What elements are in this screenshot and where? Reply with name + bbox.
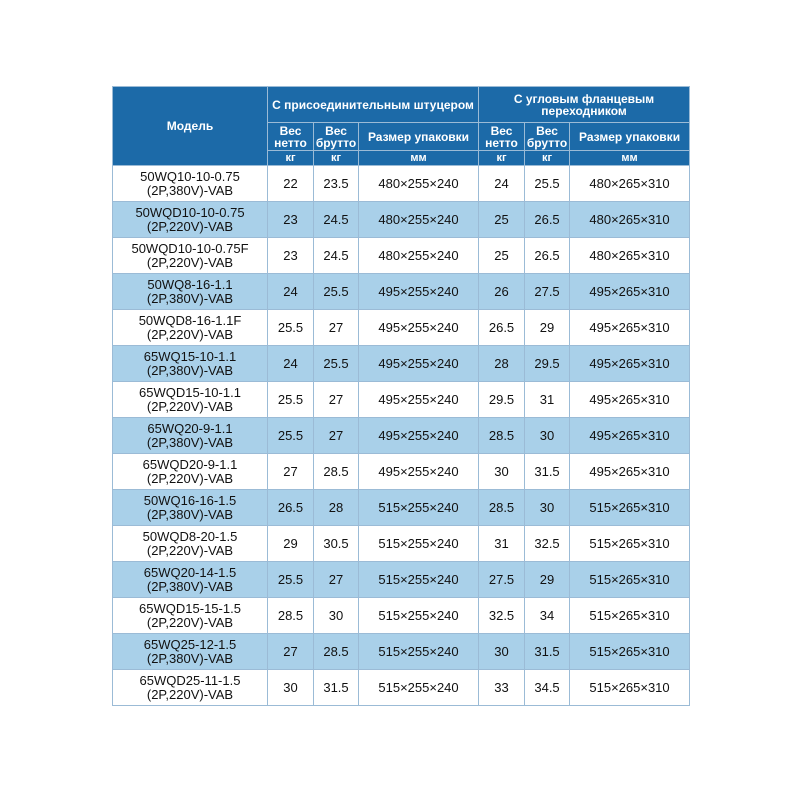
- net-weight-flange-cell: 32.5: [479, 598, 525, 634]
- unit-kg-header: кг: [268, 151, 314, 166]
- model-spec: (2P,220V)-VAB: [146, 326, 234, 342]
- net-weight-flange-cell: 26.5: [479, 310, 525, 346]
- gross-weight-fitting-cell: 28.5: [314, 634, 359, 670]
- net-weight-flange-cell: 33: [479, 670, 525, 706]
- pack-size-fitting-cell: 495×255×240: [359, 382, 479, 418]
- model-name: 65WQD15-15-1.5: [139, 600, 241, 616]
- model-spec: (2P,220V)-VAB: [146, 686, 234, 702]
- model-spec: (2P,380V)-VAB: [146, 182, 234, 198]
- gross-weight-flange-cell: 31.5: [525, 634, 570, 670]
- table-row: [113, 346, 690, 382]
- gross-weight-flange-cell: 30: [525, 490, 570, 526]
- model-name: 65WQD20-9-1.1: [142, 456, 238, 472]
- gross-weight-header: Вес брутто: [314, 123, 359, 151]
- table-row: [113, 598, 690, 634]
- gross-weight-flange-cell: 31: [525, 382, 570, 418]
- unit-kg-header: кг: [525, 151, 570, 166]
- model-cell: [113, 454, 268, 490]
- model-cell: [113, 562, 268, 598]
- model-name: 50WQD8-20-1.5: [142, 528, 238, 544]
- pack-size-flange-cell: 495×265×310: [570, 382, 690, 418]
- pack-size-header: Размер упаковки: [570, 123, 690, 151]
- model-spec: (2P,220V)-VAB: [146, 614, 234, 630]
- pack-size-flange-cell: 515×265×310: [570, 490, 690, 526]
- table-body: [113, 166, 690, 706]
- net-weight-fitting-cell: 27: [268, 454, 314, 490]
- net-weight-fitting-cell: 24: [268, 274, 314, 310]
- gross-weight-fitting-cell: 24.5: [314, 202, 359, 238]
- gross-weight-fitting-cell: 24.5: [314, 238, 359, 274]
- table-row: [113, 490, 690, 526]
- net-weight-fitting-cell: 29: [268, 526, 314, 562]
- model-spec: (2P,380V)-VAB: [146, 290, 234, 306]
- model-name: 65WQD25-11-1.5: [139, 672, 241, 688]
- table-row: [113, 310, 690, 346]
- gross-weight-flange-cell: 29: [525, 310, 570, 346]
- pack-size-fitting-cell: 515×255×240: [359, 490, 479, 526]
- net-weight-fitting-cell: 25.5: [268, 310, 314, 346]
- unit-kg-header: кг: [479, 151, 525, 166]
- model-spec: (2P,380V)-VAB: [146, 506, 234, 522]
- model-spec: (2P,380V)-VAB: [146, 578, 234, 594]
- pack-size-flange-cell: 480×265×310: [570, 202, 690, 238]
- gross-weight-fitting-cell: 25.5: [314, 346, 359, 382]
- table-row: [113, 562, 690, 598]
- model-cell: [113, 490, 268, 526]
- group-fitting-header: С присоединительным штуцером: [268, 87, 479, 123]
- net-weight-fitting-cell: 23: [268, 202, 314, 238]
- model-cell: [113, 346, 268, 382]
- gross-weight-flange-cell: 26.5: [525, 238, 570, 274]
- model-cell: [113, 382, 268, 418]
- net-weight-fitting-cell: 23: [268, 238, 314, 274]
- pack-size-flange-cell: 480×265×310: [570, 166, 690, 202]
- pack-size-flange-cell: 495×265×310: [570, 310, 690, 346]
- gross-weight-flange-cell: 30: [525, 418, 570, 454]
- pack-size-fitting-cell: 495×255×240: [359, 310, 479, 346]
- model-spec: (2P,220V)-VAB: [146, 470, 234, 486]
- pack-size-fitting-cell: 495×255×240: [359, 454, 479, 490]
- model-name: 65WQ20-9-1.1: [147, 420, 233, 436]
- pack-size-flange-cell: 515×265×310: [570, 670, 690, 706]
- group-flange-header: С угловым фланцевым переходником: [479, 87, 690, 123]
- model-cell: [113, 202, 268, 238]
- table-row: [113, 670, 690, 706]
- model-spec: (2P,220V)-VAB: [146, 542, 234, 558]
- pack-size-flange-cell: 515×265×310: [570, 634, 690, 670]
- net-weight-flange-cell: 28.5: [479, 490, 525, 526]
- gross-weight-fitting-cell: 28.5: [314, 454, 359, 490]
- model-name: 50WQ8-16-1.1: [147, 276, 233, 292]
- gross-weight-fitting-cell: 27: [314, 418, 359, 454]
- net-weight-flange-cell: 30: [479, 634, 525, 670]
- model-cell: [113, 598, 268, 634]
- gross-weight-fitting-cell: 23.5: [314, 166, 359, 202]
- net-weight-flange-cell: 29.5: [479, 382, 525, 418]
- pack-size-fitting-cell: 515×255×240: [359, 670, 479, 706]
- net-weight-flange-cell: 28.5: [479, 418, 525, 454]
- gross-weight-flange-cell: 29: [525, 562, 570, 598]
- model-name: 50WQD8-16-1.1F: [138, 312, 242, 328]
- net-weight-header: Вес нетто: [268, 123, 314, 151]
- spec-table: [112, 86, 690, 706]
- table-header: [113, 87, 690, 166]
- model-spec: (2P,380V)-VAB: [146, 650, 234, 666]
- model-cell: [113, 634, 268, 670]
- gross-weight-flange-cell: 26.5: [525, 202, 570, 238]
- table-row: [113, 634, 690, 670]
- model-name: 50WQD10-10-0.75F: [131, 240, 249, 256]
- model-cell: [113, 670, 268, 706]
- table-row: [113, 454, 690, 490]
- net-weight-flange-cell: 31: [479, 526, 525, 562]
- net-weight-fitting-cell: 26.5: [268, 490, 314, 526]
- gross-weight-flange-cell: 34: [525, 598, 570, 634]
- net-weight-fitting-cell: 24: [268, 346, 314, 382]
- model-name: 50WQ16-16-1.5: [143, 492, 237, 508]
- model-spec: (2P,380V)-VAB: [146, 434, 234, 450]
- gross-weight-header: Вес брутто: [525, 123, 570, 151]
- gross-weight-fitting-cell: 27: [314, 382, 359, 418]
- gross-weight-fitting-cell: 27: [314, 562, 359, 598]
- pack-size-fitting-cell: 480×255×240: [359, 166, 479, 202]
- net-weight-fitting-cell: 27: [268, 634, 314, 670]
- pack-size-flange-cell: 495×265×310: [570, 454, 690, 490]
- gross-weight-fitting-cell: 25.5: [314, 274, 359, 310]
- model-cell: [113, 310, 268, 346]
- gross-weight-fitting-cell: 31.5: [314, 670, 359, 706]
- gross-weight-flange-cell: 29.5: [525, 346, 570, 382]
- net-weight-fitting-cell: 30: [268, 670, 314, 706]
- pack-size-fitting-cell: 495×255×240: [359, 274, 479, 310]
- gross-weight-flange-cell: 32.5: [525, 526, 570, 562]
- model-cell: [113, 166, 268, 202]
- table-row: [113, 202, 690, 238]
- table-row: [113, 274, 690, 310]
- model-name: 65WQ15-10-1.1: [143, 348, 237, 364]
- model-cell: [113, 418, 268, 454]
- unit-mm-header: мм: [570, 151, 690, 166]
- net-weight-header: Вес нетто: [479, 123, 525, 151]
- gross-weight-fitting-cell: 27: [314, 310, 359, 346]
- net-weight-fitting-cell: 25.5: [268, 562, 314, 598]
- pack-size-flange-cell: 515×265×310: [570, 526, 690, 562]
- pack-size-fitting-cell: 515×255×240: [359, 634, 479, 670]
- net-weight-flange-cell: 25: [479, 202, 525, 238]
- net-weight-fitting-cell: 28.5: [268, 598, 314, 634]
- gross-weight-fitting-cell: 30: [314, 598, 359, 634]
- gross-weight-fitting-cell: 28: [314, 490, 359, 526]
- model-name: 50WQD10-10-0.75: [135, 204, 245, 220]
- pack-size-flange-cell: 495×265×310: [570, 274, 690, 310]
- net-weight-flange-cell: 28: [479, 346, 525, 382]
- pack-size-flange-cell: 495×265×310: [570, 418, 690, 454]
- gross-weight-flange-cell: 25.5: [525, 166, 570, 202]
- model-spec: (2P,220V)-VAB: [146, 254, 234, 270]
- pack-size-fitting-cell: 515×255×240: [359, 598, 479, 634]
- model-cell: [113, 238, 268, 274]
- net-weight-flange-cell: 27.5: [479, 562, 525, 598]
- pack-size-flange-cell: 480×265×310: [570, 238, 690, 274]
- unit-mm-header: мм: [359, 151, 479, 166]
- table-row: [113, 238, 690, 274]
- pack-size-fitting-cell: 480×255×240: [359, 238, 479, 274]
- pack-size-flange-cell: 495×265×310: [570, 346, 690, 382]
- gross-weight-flange-cell: 27.5: [525, 274, 570, 310]
- model-cell: [113, 274, 268, 310]
- net-weight-flange-cell: 24: [479, 166, 525, 202]
- pack-size-header: Размер упаковки: [359, 123, 479, 151]
- pack-size-fitting-cell: 515×255×240: [359, 526, 479, 562]
- net-weight-fitting-cell: 25.5: [268, 418, 314, 454]
- model-spec: (2P,220V)-VAB: [146, 218, 234, 234]
- model-name: 50WQ10-10-0.75: [140, 168, 240, 184]
- table-row: [113, 526, 690, 562]
- pack-size-fitting-cell: 495×255×240: [359, 346, 479, 382]
- pack-size-flange-cell: 515×265×310: [570, 598, 690, 634]
- model-spec: (2P,220V)-VAB: [146, 398, 234, 414]
- model-cell: [113, 526, 268, 562]
- table-row: [113, 166, 690, 202]
- table-row: [113, 418, 690, 454]
- pack-size-flange-cell: 515×265×310: [570, 562, 690, 598]
- net-weight-flange-cell: 25: [479, 238, 525, 274]
- net-weight-fitting-cell: 22: [268, 166, 314, 202]
- model-spec: (2P,380V)-VAB: [146, 362, 234, 378]
- model-name: 65WQ20-14-1.5: [143, 564, 237, 580]
- gross-weight-fitting-cell: 30.5: [314, 526, 359, 562]
- pack-size-fitting-cell: 480×255×240: [359, 202, 479, 238]
- gross-weight-flange-cell: 31.5: [525, 454, 570, 490]
- pack-size-fitting-cell: 515×255×240: [359, 562, 479, 598]
- model-column-header: Модель: [113, 87, 268, 166]
- gross-weight-flange-cell: 34.5: [525, 670, 570, 706]
- net-weight-flange-cell: 30: [479, 454, 525, 490]
- model-name: 65WQ25-12-1.5: [143, 636, 237, 652]
- net-weight-flange-cell: 26: [479, 274, 525, 310]
- model-name: 65WQD15-10-1.1: [139, 384, 241, 400]
- net-weight-fitting-cell: 25.5: [268, 382, 314, 418]
- unit-kg-header: кг: [314, 151, 359, 166]
- pack-size-fitting-cell: 495×255×240: [359, 418, 479, 454]
- table-row: [113, 382, 690, 418]
